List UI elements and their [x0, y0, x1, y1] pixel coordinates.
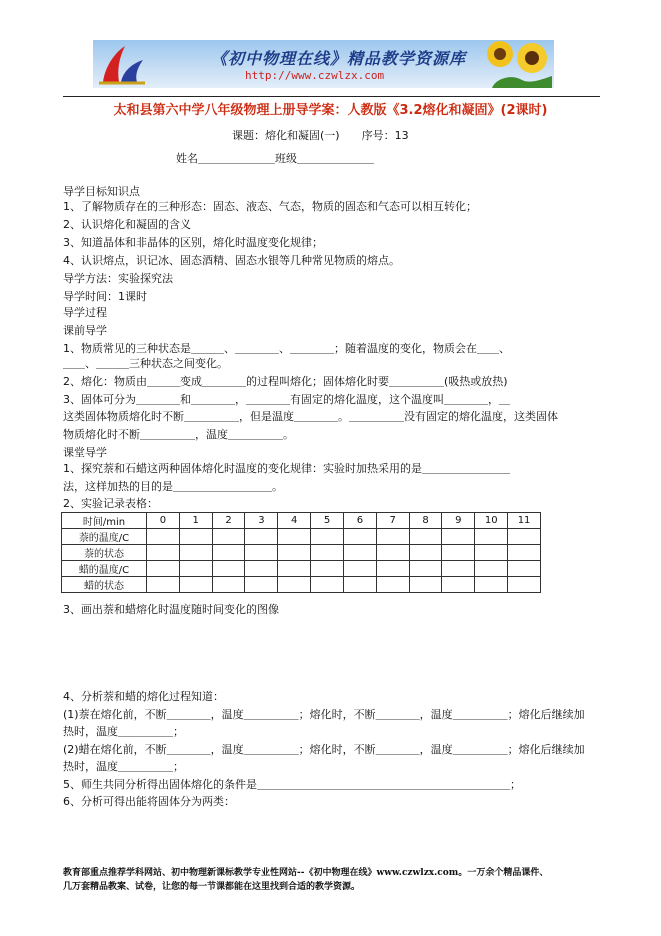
analysis-line: 4、分析萘和蜡的熔化过程知道：	[63, 690, 224, 703]
table-cell[interactable]	[508, 529, 541, 545]
table-row	[62, 529, 541, 545]
banner-title: 《初中物理在线》精品教学资源库	[211, 49, 467, 68]
table-row-label: 萘的温度/C	[62, 529, 147, 545]
table-cell[interactable]	[311, 545, 344, 561]
table-cell[interactable]	[179, 529, 212, 545]
site-logo-icon	[95, 42, 149, 86]
header-rule	[63, 96, 600, 97]
table-cell[interactable]	[376, 561, 409, 577]
analysis-line: 6、分析可得出能将固体分为两类：	[63, 795, 235, 808]
method-line: 导学方法：实验探究法	[63, 272, 173, 285]
sunflower-icon	[482, 40, 552, 88]
pre-line: 2、熔化：物质由＿＿＿变成＿＿＿＿的过程叫熔化；固体熔化时要＿＿＿＿＿(吸热或放热)	[63, 375, 508, 388]
table-cell[interactable]	[179, 577, 212, 593]
table-cell[interactable]	[245, 577, 278, 593]
footer-line: 教育部重点推荐学科网站、初中物理新课标教学专业性网站--《初中物理在线》www.czwlzx.com。一万余个精品课件、	[63, 868, 549, 878]
table-cell[interactable]	[409, 545, 442, 561]
goal-item: 1、了解物质存在的三种形态：固态、液态、气态，物质的固态和气态可以相互转化；	[63, 200, 477, 213]
banner-url: http://www.czwlzx.com	[245, 69, 385, 82]
pre-line: ＿＿、＿＿＿三种状态之间变化。	[63, 357, 228, 370]
pre-line: 这类固体物质熔化时不断＿＿＿＿＿，但是温度＿＿＿＿。＿＿＿＿＿没有固定的熔化温度，这类固体	[63, 410, 558, 423]
table-row-label: 蜡的状态	[62, 577, 147, 593]
table-header-cell: 0	[147, 513, 180, 529]
table-header-cell: 1	[179, 513, 212, 529]
table-header-cell: 4	[278, 513, 311, 529]
table-cell[interactable]	[212, 561, 245, 577]
goal-item: 2、认识熔化和凝固的含义	[63, 218, 191, 231]
table-cell[interactable]	[179, 545, 212, 561]
table-cell[interactable]	[212, 545, 245, 561]
table-cell[interactable]	[311, 561, 344, 577]
table-cell[interactable]	[278, 561, 311, 577]
table-cell[interactable]	[311, 577, 344, 593]
analysis-line: (2)蜡在熔化前，不断＿＿＿＿，温度＿＿＿＿＿；熔化时，不断＿＿＿＿，温度＿＿＿＿＿；熔化后继续加	[63, 743, 585, 756]
table-header-cell: 3	[245, 513, 278, 529]
goal-item: 3、知道晶体和非晶体的区别，熔化时温度变化规律；	[63, 236, 323, 249]
table-cell[interactable]	[442, 561, 475, 577]
table-header-cell: 5	[311, 513, 344, 529]
table-header-cell: 时间/min	[62, 513, 147, 529]
table-row-label: 蜡的温度/C	[62, 561, 147, 577]
table-row	[62, 561, 541, 577]
table-cell[interactable]	[409, 529, 442, 545]
table-cell[interactable]	[442, 529, 475, 545]
header-banner	[93, 40, 554, 88]
table-row-label: 萘的状态	[62, 545, 147, 561]
table-cell[interactable]	[212, 529, 245, 545]
class-line: 1、探究萘和石蜡这两种固体熔化时温度的变化规律：实验时加热采用的是＿＿＿＿＿＿＿＿	[63, 462, 510, 475]
table-header-cell: 2	[212, 513, 245, 529]
table-cell[interactable]	[147, 529, 180, 545]
page-title: 太和县第六中学八年级物理上册导学案：人教版《3.2熔化和凝固》(2课时)	[113, 103, 548, 118]
table-cell[interactable]	[409, 561, 442, 577]
subject-line: 课题：熔化和凝固(一) 序号：13	[232, 129, 409, 142]
table-cell[interactable]	[278, 545, 311, 561]
table-cell[interactable]	[343, 545, 376, 561]
pre-line: 3、固体可分为＿＿＿＿和＿＿＿＿，＿＿＿＿有固定的熔化温度，这个温度叫＿＿＿＿，＿	[63, 393, 510, 406]
table-cell[interactable]	[245, 561, 278, 577]
table-cell[interactable]	[475, 561, 508, 577]
table-header-cell: 9	[442, 513, 475, 529]
pre-line: 1、物质常见的三种状态是＿＿＿、＿＿＿＿、＿＿＿＿；随着温度的变化，物质会在＿＿、	[63, 342, 510, 355]
table-header-cell: 8	[409, 513, 442, 529]
class-line: 2、实验记录表格：	[63, 497, 158, 510]
table-cell[interactable]	[475, 545, 508, 561]
table-cell[interactable]	[475, 577, 508, 593]
table-cell[interactable]	[343, 561, 376, 577]
table-cell[interactable]	[147, 561, 180, 577]
table-cell[interactable]	[212, 577, 245, 593]
table-cell[interactable]	[442, 577, 475, 593]
footer	[63, 866, 548, 894]
table-cell[interactable]	[245, 545, 278, 561]
table-cell[interactable]	[376, 545, 409, 561]
table-cell[interactable]	[376, 529, 409, 545]
table-cell[interactable]	[442, 545, 475, 561]
table-header-cell: 6	[343, 513, 376, 529]
pre-heading: 课前导学	[63, 324, 107, 337]
table-cell[interactable]	[278, 577, 311, 593]
table-header-row	[62, 513, 541, 529]
class-heading: 课堂导学	[63, 446, 107, 459]
record-table	[61, 512, 541, 593]
analysis-line: 热时，温度＿＿＿＿＿；	[63, 725, 184, 738]
pre-line: 物质熔化时不断＿＿＿＿＿，温度＿＿＿＿＿。	[63, 428, 294, 441]
table-cell[interactable]	[343, 577, 376, 593]
process-heading: 导学过程	[63, 306, 107, 319]
analysis-line: 热时，温度＿＿＿＿＿；	[63, 760, 184, 773]
goal-item: 4、认识熔点，识记冰、固态酒精、固态水银等几种常见物质的熔点。	[63, 254, 400, 267]
name-class-line: 姓名＿＿＿＿＿＿＿班级＿＿＿＿＿＿＿	[176, 152, 374, 165]
table-header-cell: 11	[508, 513, 541, 529]
table-cell[interactable]	[475, 529, 508, 545]
analysis-line: 5、师生共同分析得出固体熔化的条件是＿＿＿＿＿＿＿＿＿＿＿＿＿＿＿＿＿＿＿＿＿＿＿；	[63, 778, 521, 791]
table-cell[interactable]	[409, 577, 442, 593]
table-cell[interactable]	[179, 561, 212, 577]
table-cell[interactable]	[278, 529, 311, 545]
table-cell[interactable]	[311, 529, 344, 545]
table-cell[interactable]	[245, 529, 278, 545]
time-line: 导学时间：1课时	[63, 290, 147, 303]
table-cell[interactable]	[147, 577, 180, 593]
footer-line: 几万套精品教案、试卷，让您的每一节课都能在这里找到合适的教学资源。	[63, 882, 361, 892]
table-row	[62, 577, 541, 593]
table-cell[interactable]	[508, 545, 541, 561]
goals-heading: 导学目标知识点	[63, 185, 140, 198]
class-line: 法，这样加热的目的是＿＿＿＿＿＿＿＿＿。	[63, 480, 283, 493]
table-cell[interactable]	[147, 545, 180, 561]
table-header-cell: 7	[376, 513, 409, 529]
table-cell[interactable]	[376, 577, 409, 593]
table-cell[interactable]	[343, 529, 376, 545]
table-cell[interactable]	[508, 561, 541, 577]
table-cell[interactable]	[508, 577, 541, 593]
graph-task: 3、画出萘和蜡熔化时温度随时间变化的图像	[63, 603, 279, 616]
table-row	[62, 545, 541, 561]
table-header-cell: 10	[475, 513, 508, 529]
analysis-line: (1)萘在熔化前，不断＿＿＿＿，温度＿＿＿＿＿；熔化时，不断＿＿＿＿，温度＿＿＿＿＿；熔化后继续加	[63, 708, 585, 721]
